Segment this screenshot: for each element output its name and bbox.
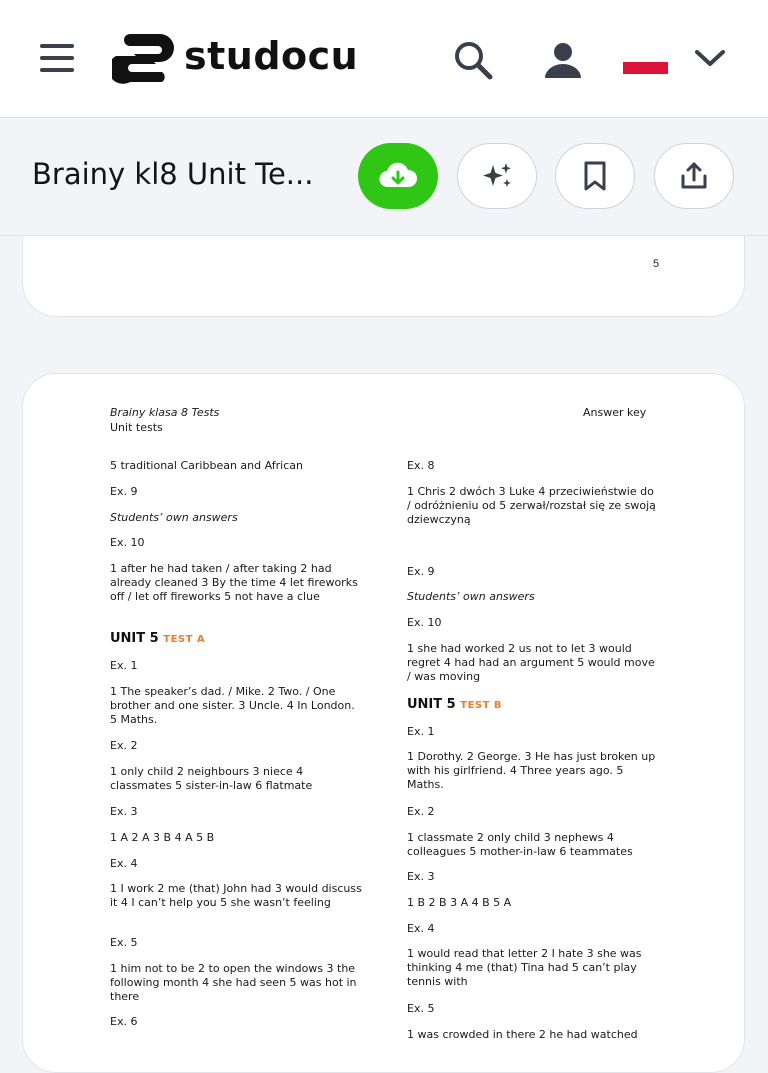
answer-text: Students’ own answers [110,511,238,524]
search-icon[interactable] [452,40,494,80]
answer-text: 1 Dorothy. 2 George. 3 He has just broken up with his girlfriend. 4 Three years ago. 5 Maths. [407,750,656,791]
exercise-label: Ex. 1 [407,725,435,738]
unit-title: UNIT 5 [407,697,456,712]
menu-icon[interactable] [40,44,74,72]
share-button[interactable] [654,143,734,209]
exercise-label: Ex. 4 [407,922,435,935]
document-title: Brainy kl8 Unit Te... [32,157,314,191]
answer-text: 1 him not to be 2 to open the windows 3 the following month 4 she had seen 5 was hot in there [110,962,357,1003]
exercise-label: Ex. 5 [110,936,138,949]
studocu-logo-icon[interactable] [112,32,178,84]
flag-icon[interactable] [623,52,668,74]
logo-text[interactable]: studocu [184,34,359,78]
chevron-down-icon[interactable] [692,45,728,71]
exercise-label: Ex. 8 [407,459,435,472]
download-button[interactable] [358,143,438,209]
unit-heading [407,698,659,713]
answer-text: 1 she had worked 2 us not to let 3 would regret 4 had had an argument 5 would move / was moving [407,642,655,683]
exercise-label: Ex. 1 [110,659,138,672]
answer-text: 1 classmate 2 only child 3 nephews 4 colleagues 5 mother-in-law 6 teammates [407,831,633,858]
test-label: TEST B [460,700,503,711]
answer-text: 1 after he had taken / after taking 2 had already cleaned 3 By the time 4 let fireworks off / let off fireworks 5 not have a clue [110,562,358,603]
sparkle-icon [479,160,515,192]
answer-text: 1 The speaker’s dad. / Mike. 2 Two. / One brother and one sister. 3 Uncle. 4 In London. 5 Maths. [110,685,355,726]
bookmark-icon [581,160,609,192]
exercise-label: Ex. 9 [110,485,138,498]
page-number: 5 [653,258,660,270]
share-icon [678,160,710,192]
unit-heading [110,632,362,647]
cloud-download-icon [378,161,418,191]
ai-assistant-button[interactable] [457,143,537,209]
unit-title: UNIT 5 [110,631,159,646]
answer-text: 1 was crowded in there 2 he had watched [407,1028,638,1041]
page-header-subtitle: Unit tests [110,421,163,434]
exercise-label: Ex. 6 [110,1015,138,1028]
user-icon[interactable] [543,40,583,80]
answer-text: 1 would read that letter 2 I hate 3 she was thinking 4 me (that) Tina had 5 can’t play tennis with [407,947,642,988]
answer-text: 1 only child 2 neighbours 3 niece 4 classmates 5 sister-in-law 6 flatmate [110,765,313,792]
top-navigation-bar [0,0,768,118]
exercise-label: Ex. 10 [110,536,145,549]
answer-text: 1 Chris 2 dwóch 3 Luke 4 przeciwieństwie do / odróżnieniu od 5 zerwał/rozstał się ze swoją dziewczyną [407,485,656,526]
exercise-label: Ex. 2 [110,739,138,752]
test-label: TEST A [163,634,206,645]
page-header-answer-key: Answer key [583,406,647,419]
exercise-label: Ex. 4 [110,857,138,870]
exercise-label: Ex. 2 [407,805,435,818]
exercise-label: Ex. 5 [407,1002,435,1015]
exercise-label: Ex. 10 [407,616,442,629]
answer-text: 5 traditional Caribbean and African [110,459,303,472]
page-header-title: Brainy klasa 8 Tests [110,406,220,419]
answer-text: 1 B 2 B 3 A 4 B 5 A [407,896,512,909]
bookmark-button[interactable] [555,143,635,209]
exercise-label: Ex. 9 [407,565,435,578]
exercise-label: Ex. 3 [407,870,435,883]
exercise-label: Ex. 3 [110,805,138,818]
answer-text: 1 I work 2 me (that) John had 3 would discuss it 4 I can’t help you 5 she wasn’t feeling [110,882,362,909]
answer-text: Students’ own answers [407,590,535,603]
answer-text: 1 A 2 A 3 B 4 A 5 B [110,831,215,844]
